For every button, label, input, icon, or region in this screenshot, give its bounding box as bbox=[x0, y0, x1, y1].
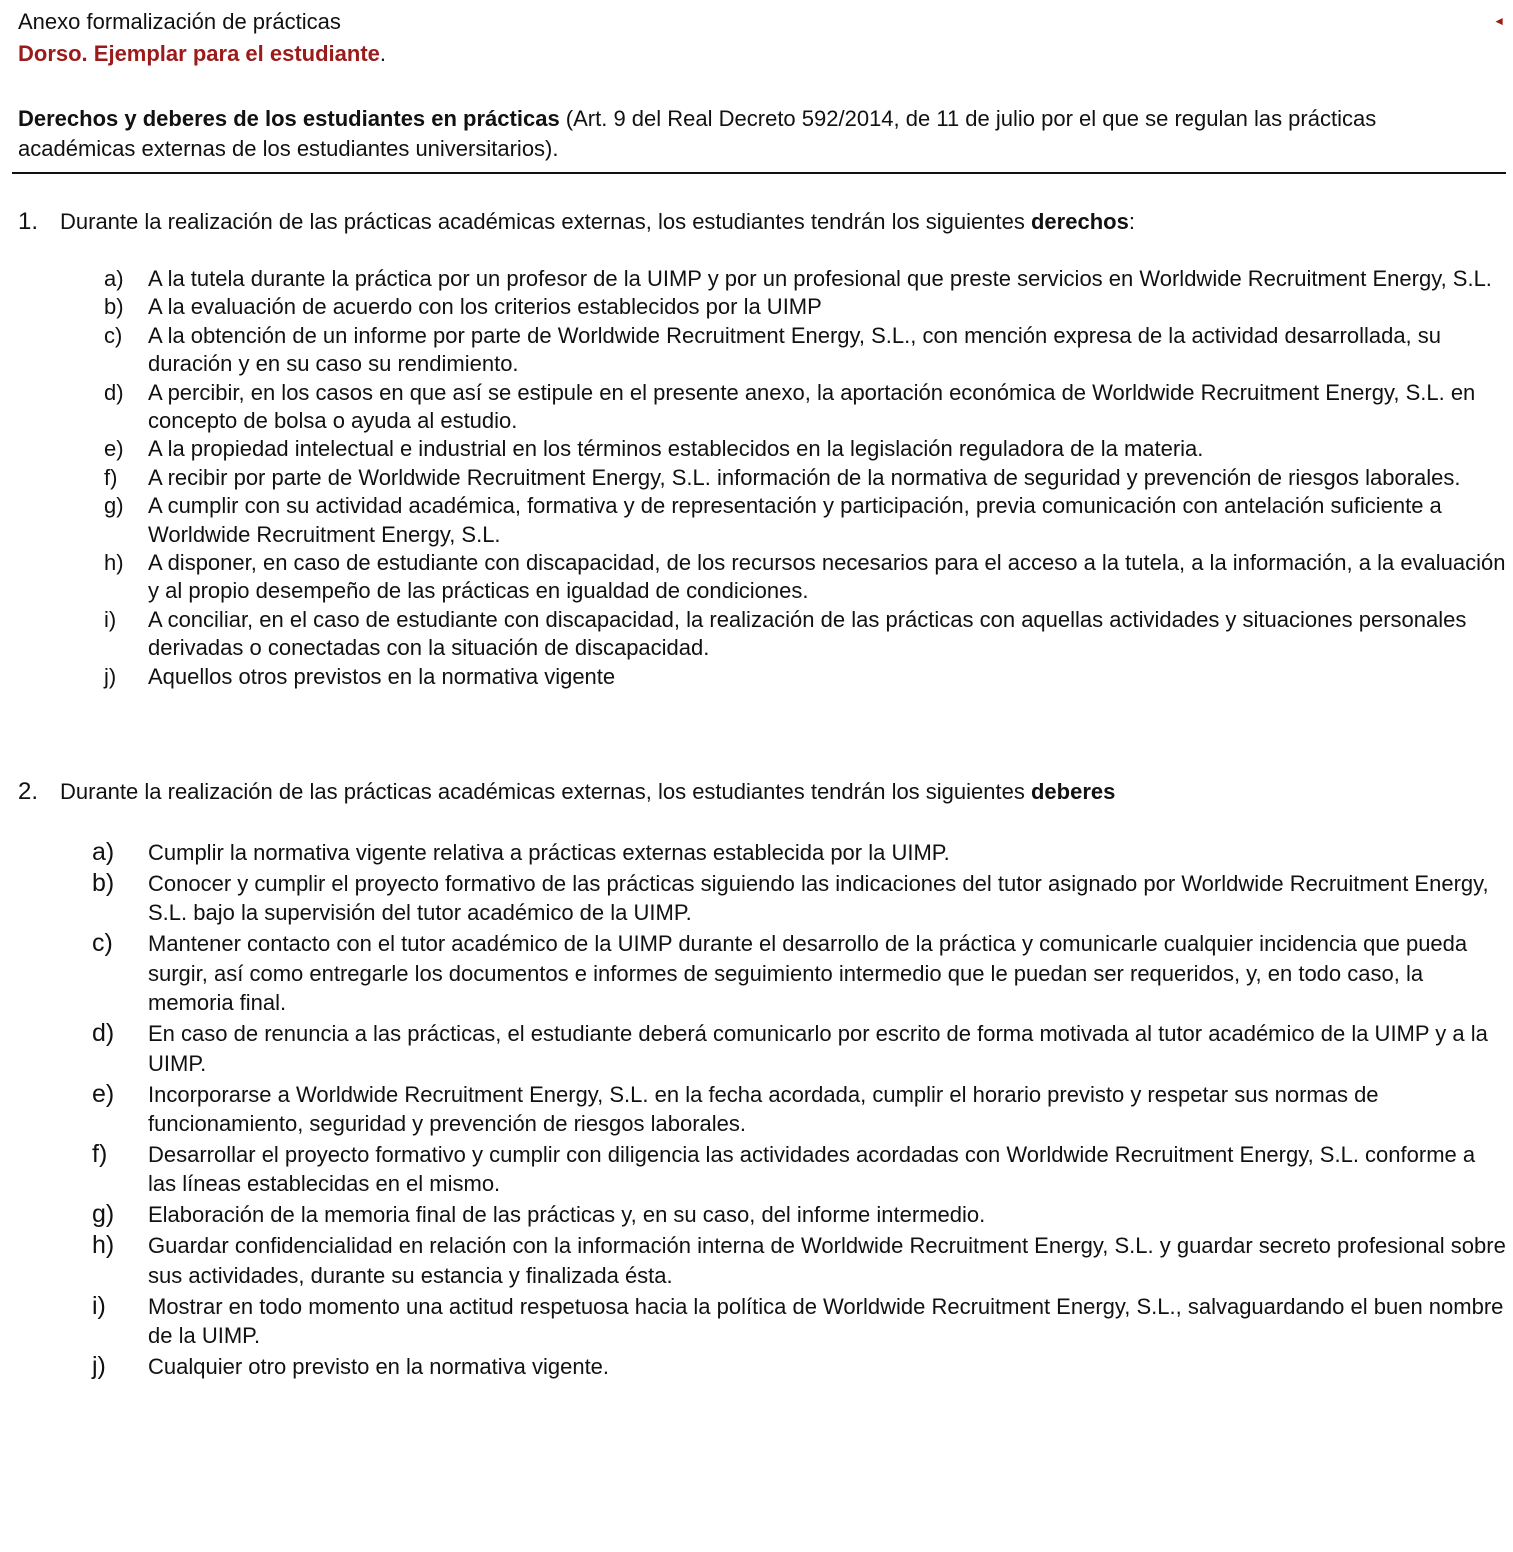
list-item-letter: d) bbox=[104, 379, 124, 405]
list-item-letter: e) bbox=[92, 1079, 115, 1108]
intro-bold: Derechos y deberes de los estudiantes en prácticas bbox=[18, 106, 560, 131]
list-item bbox=[90, 838, 1506, 868]
document-title: Anexo formalización de prácticas bbox=[18, 9, 341, 34]
intro-paragraph bbox=[18, 104, 1478, 164]
list-item bbox=[90, 1080, 1506, 1139]
list-item-text: Desarrollar el proyecto formativo y cumplir con diligencia las actividades acordadas con Worldwide Recruitment Energy, S.L. conforme a las líneas establecidas en el mismo. bbox=[148, 1141, 1476, 1197]
list-item bbox=[90, 869, 1506, 928]
list-item-letter: d) bbox=[92, 1019, 115, 1048]
list-item-letter: g) bbox=[92, 1200, 115, 1229]
subtitle-red-text: Dorso. Ejemplar para el estudiante bbox=[18, 41, 380, 66]
list-item bbox=[90, 1231, 1506, 1290]
section-1-end: : bbox=[1128, 209, 1135, 234]
list-item bbox=[90, 435, 1506, 463]
list-item-text: Aquellos otros previstos en la normativa vigente bbox=[148, 663, 616, 689]
list-item-text: A recibir por parte de Worldwide Recruitment Energy, S.L. información de la normativa de seguridad y prevención de riesgos laborales. bbox=[148, 464, 1461, 490]
list-item-text: Incorporarse a Worldwide Recruitment Energy, S.L. en la fecha acordada, cumplir el horario previsto y respetar sus normas de funcionamiento, seguridad y prevención de riesgos laborales. bbox=[148, 1081, 1379, 1137]
list-item bbox=[90, 1140, 1506, 1199]
list-item bbox=[90, 663, 1506, 691]
list-item-text: A la propiedad intelectual e industrial en los términos establecidos en la legislación reguladora de la materia. bbox=[148, 436, 1204, 462]
section-1-heading bbox=[18, 208, 1135, 236]
list-item-letter: j) bbox=[104, 663, 117, 689]
triangle-marker-icon: ◄ bbox=[1493, 14, 1505, 28]
list-item-text: Mostrar en todo momento una actitud respetuosa hacia la política de Worldwide Recruitment Energy, S.L., salvaguardando el buen nombre de la UIMP. bbox=[148, 1293, 1504, 1349]
list-item bbox=[90, 492, 1506, 549]
list-item-letter: e) bbox=[104, 436, 124, 462]
list-item bbox=[90, 265, 1506, 293]
list-item-letter: f) bbox=[92, 1139, 108, 1168]
horizontal-divider bbox=[12, 172, 1506, 174]
section-2-bold: deberes bbox=[1030, 779, 1116, 804]
list-item bbox=[90, 549, 1506, 606]
list-item bbox=[90, 929, 1506, 1018]
list-item-text: En caso de renuncia a las prácticas, el estudiante deberá comunicarlo por escrito de forma motivada al tutor académico de la UIMP y a la UIMP. bbox=[148, 1021, 1488, 1076]
section-1-number: 1. bbox=[18, 208, 39, 235]
list-item-text: Cualquier otro previsto en la normativa vigente. bbox=[148, 1354, 610, 1380]
list-item bbox=[90, 606, 1506, 663]
list-item-letter: a) bbox=[104, 266, 124, 291]
list-item-letter: j) bbox=[92, 1352, 106, 1381]
list-item-letter: c) bbox=[104, 322, 123, 348]
list-item-letter: f) bbox=[104, 464, 118, 490]
list-item bbox=[90, 1292, 1506, 1351]
list-item-text: A la tutela durante la práctica por un profesor de la UIMP y por un profesional que preste servicios en Worldwide Recruitment Energy, S.L. bbox=[148, 266, 1492, 291]
list-item-text: A disponer, en caso de estudiante con discapacidad, de los recursos necesarios para el acceso a la tutela, a la información, a la evaluación y al propio desempeño de las prácticas en igualdad de condiciones. bbox=[148, 550, 1506, 604]
list-item-text: A cumplir con su actividad académica, formativa y de representación y participación, previa comunicación con antelación suficiente a Worldwide Recruitment Energy, S.L. bbox=[148, 493, 1442, 547]
list-item bbox=[90, 464, 1506, 492]
deberes-list bbox=[90, 838, 1506, 1383]
list-item bbox=[90, 1200, 1506, 1230]
section-2-number: 2. bbox=[18, 778, 39, 805]
intro-rest: (Art. 9 del Real Decreto 592/2014, de 11 de julio por el que se regulan las prácticas académicas externas de los estudiantes universitarios). bbox=[18, 106, 1377, 161]
list-item-text: Mantener contacto con el tutor académico de la UIMP durante el desarrollo de la práctica y comunicarle cualquier incidencia que pueda surgir, así como entregarle los documentos e informes de seguimiento intermedio que le puedan ser requeridos, y, en todo caso, la memoria final. bbox=[148, 931, 1468, 1016]
section-1-text: Durante la realización de las prácticas académicas externas, los estudiantes tendrán los siguientes bbox=[60, 209, 1031, 234]
list-item bbox=[90, 379, 1506, 436]
document-subtitle bbox=[18, 40, 386, 68]
list-item-letter: a) bbox=[92, 838, 115, 866]
list-item-letter: h) bbox=[92, 1231, 115, 1260]
list-item-letter: b) bbox=[92, 868, 115, 897]
list-item-text: Cumplir la normativa vigente relativa a prácticas externas establecida por la UIMP. bbox=[148, 840, 950, 865]
list-item-text: A percibir, en los casos en que así se estipule en el presente anexo, la aportación económica de Worldwide Recruitment Energy, S.L. en concepto de bolsa o ayuda al estudio. bbox=[148, 379, 1476, 434]
list-item-text: Elaboración de la memoria final de las prácticas y, en su caso, del informe intermedio. bbox=[148, 1202, 986, 1228]
list-item bbox=[90, 293, 1506, 321]
list-item-text: A la evaluación de acuerdo con los criterios establecidos por la UIMP bbox=[148, 294, 822, 320]
list-item bbox=[90, 322, 1506, 379]
list-item-text: A la obtención de un informe por parte de Worldwide Recruitment Energy, S.L., con mención expresa de la actividad desarrollada, su duración y en su caso su rendimiento. bbox=[148, 322, 1442, 377]
section-2-text: Durante la realización de las prácticas académicas externas, los estudiantes tendrán los siguientes bbox=[60, 779, 1031, 804]
list-item bbox=[90, 1019, 1506, 1078]
list-item-letter: i) bbox=[92, 1291, 106, 1320]
list-item-letter: b) bbox=[104, 294, 124, 320]
list-item-text: Conocer y cumplir el proyecto formativo de las prácticas siguiendo las indicaciones del tutor asignado por Worldwide Recruitment Energy, S.L. bajo la supervisión del tutor académico de la UIMP. bbox=[148, 870, 1489, 926]
subtitle-end: . bbox=[379, 41, 387, 66]
list-item-text: Guardar confidencialidad en relación con la información interna de Worldwide Recruitment Energy, S.L. y guardar secreto profesional sobre sus actividades, durante su estancia y finalizada ésta. bbox=[148, 1233, 1506, 1288]
list-item bbox=[90, 1352, 1506, 1382]
section-2-heading bbox=[18, 778, 1115, 806]
list-item-letter: i) bbox=[104, 606, 117, 632]
list-item-letter: c) bbox=[92, 929, 113, 958]
list-item-letter: h) bbox=[104, 550, 124, 576]
section-1-bold: derechos bbox=[1030, 209, 1129, 234]
derechos-list bbox=[90, 265, 1506, 691]
list-item-letter: g) bbox=[104, 493, 124, 519]
list-item-text: A conciliar, en el caso de estudiante con discapacidad, la realización de las prácticas con aquellas actividades y situaciones personales derivadas o conectadas con la situación de discapacidad. bbox=[148, 606, 1467, 661]
